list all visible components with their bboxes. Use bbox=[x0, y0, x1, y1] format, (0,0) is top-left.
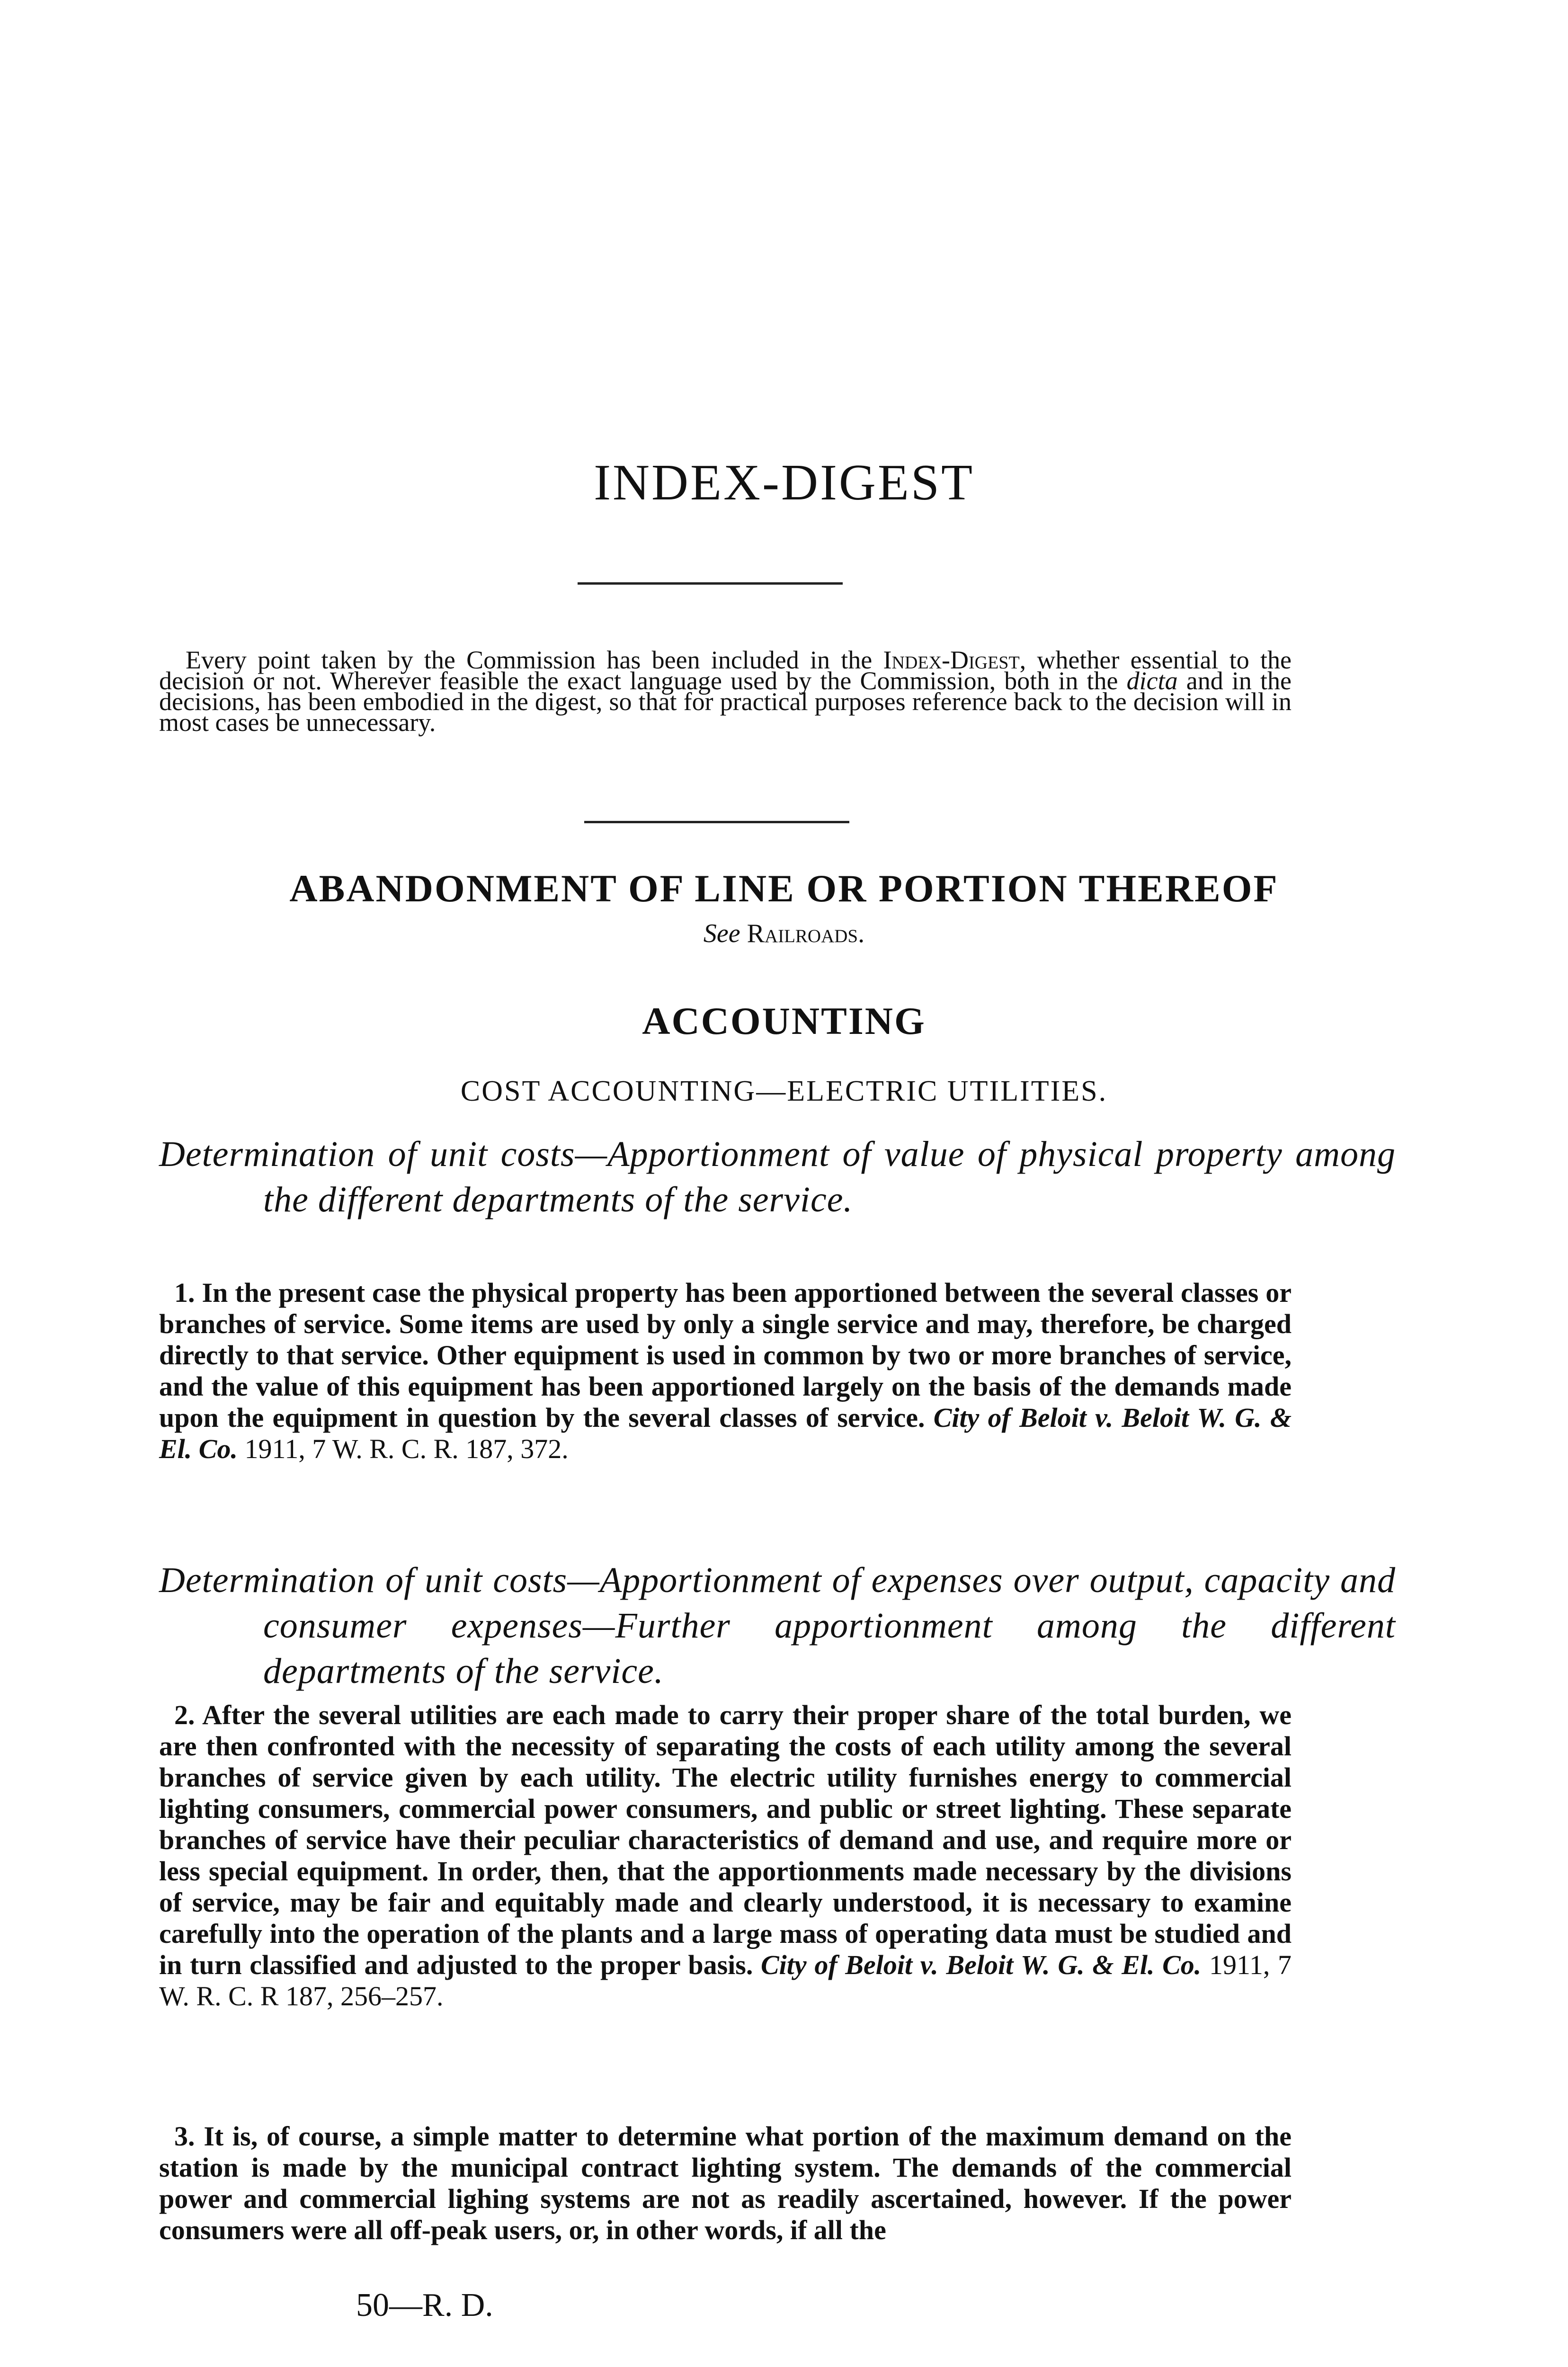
paragraph-1-citation: City of Beloit v. Beloit W. G. & El. Co. bbox=[159, 1402, 1292, 1464]
heading-abandonment: ABANDONMENT OF LINE OR PORTION THEREOF bbox=[289, 867, 1279, 910]
divider-middle bbox=[584, 821, 849, 823]
paragraph-3-text: 3. It is, of course, a simple matter to determine what portion of the maximum demand on the station is made by the municipal contract lighting system. The demands of the commercial power and commercial lighing systems are not as readily ascertained, however. If the power consumers were all off-peak users, or, in other words, if all the bbox=[159, 2121, 1292, 2245]
paragraph-1-reference: 1911, 7 W. R. C. R. 187, 372. bbox=[238, 1433, 569, 1464]
divider-top bbox=[578, 582, 843, 585]
paragraph-3 bbox=[159, 2121, 1292, 2246]
subheading-cost-accounting: COST ACCOUNTING—ELECTRIC UTILITIES. bbox=[460, 1075, 1108, 1107]
paragraph-2-reference: 1911, 7 W. R. C. R 187, 256–257. bbox=[159, 1949, 1292, 2011]
intro-part3: and in the decisions, has been embodied in the digest, so that for practical purposes reference back to the decision will in most cases be unnecessary. bbox=[159, 667, 1292, 737]
see-reference bbox=[0, 918, 1568, 949]
see-target: Railroads. bbox=[747, 919, 865, 948]
heading-accounting: ACCOUNTING bbox=[642, 999, 926, 1042]
intro-dicta: dicta bbox=[1126, 667, 1178, 695]
page-footer: 50—R. D. bbox=[356, 2287, 493, 2323]
intro-part2: , whether essential to the decision or not. Wherever feasible the exact language used by the Commission, both in the bbox=[159, 646, 1292, 695]
intro-part1: Every point taken by the Commission has been included in the bbox=[186, 646, 883, 674]
page-title: INDEX-DIGEST bbox=[594, 454, 974, 511]
topic-heading-2: Determination of unit costs—Apportionment of expenses over output, capacity and consumer expenses—Further apportionment among the different departments of the service. bbox=[159, 1560, 1396, 1691]
paragraph-1-text: 1. In the present case the physical property has been apportioned between the several classes or branches of service. Some items are used by only a single service and may, therefore, be charged directly to that service. Other equipment is used in common by two or more branches of service, and the value of this equipment has been apportioned largely on the basis of the demands made upon the equipment in question by the several classes of service. bbox=[159, 1277, 1292, 1433]
paragraph-2-citation: City of Beloit v. Beloit W. G. & El. Co. bbox=[761, 1949, 1202, 1980]
topic-heading-1: Determination of unit costs—Apportionment of value of physical property among the different departments of the service. bbox=[159, 1134, 1396, 1219]
see-word: See bbox=[703, 919, 740, 948]
intro-paragraph bbox=[159, 646, 1292, 737]
paragraph-2 bbox=[159, 1700, 1292, 2012]
paragraph-1 bbox=[159, 1277, 1292, 1465]
intro-index-name: Index-Digest bbox=[883, 646, 1020, 674]
paragraph-2-text: 2. After the several utilities are each made to carry their proper share of the total burden, we are then confronted with the necessity of separating the costs of each utility among the several branches of service given by each utility. The electric utility furnishes energy to commercial lighting consumers, commercial power consumers, and public or street lighting. These separate branches of service have their peculiar characteristics of demand and use, and require more or less special equipment. In order, then, that the apportionments made necessary by the divisions of service, may be fair and equitably made and clearly understood, it is necessary to examine carefully into the operation of the plants and a large mass of operating data must be studied and in turn classified and adjusted to the proper basis. bbox=[159, 1700, 1292, 1980]
